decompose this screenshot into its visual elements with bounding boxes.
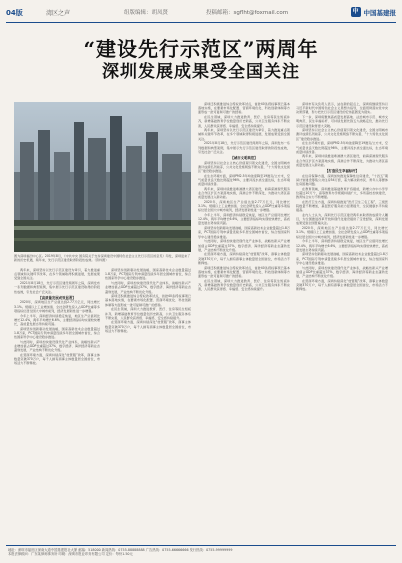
paragraph: 在营商环境方面，深圳持续深化“放管服”改革，商事主体数量突破370万户，每千人拥有商事主体数量居全国首位，市场活力不断释放。 [105, 320, 191, 333]
paragraph: 与此同时，深圳加快建设现代化产业体系，战略性新兴产业增加值占GDP比重超过37%，数字经济、海洋经济等新业态蓬勃发展，产业结构不断优化升级。 [198, 239, 290, 252]
paragraph: 深圳还积极推进综合授权改革试点，首批40条授权事项已基本落地实施，在要素市场化配置、营商环境优化、科技创新体制等方面形成一批可复制可推广的经验。 [105, 294, 191, 307]
headline-line-2: 深圳发展成果受全国关注 [102, 62, 300, 82]
paragraph: 两年来，深圳持续推进粤港澳大湾区建设，前海深港现代服务业合作区扩区方案落地实施，深港合作不断深化，为推动大湾区高质量发展注入新动能。 [296, 154, 388, 167]
paragraph: 在民生领域，深圳大力推进教育、医疗、住房等民生短板补齐，新增基础教育学位数量创历史新高，公共卫生服务体系不断完善，人民群众获得感、幸福感、安全感持续提升。 [198, 115, 290, 128]
page-number: 04版 [6, 9, 23, 17]
paragraph: 深圳坚持创新驱动发展战略，国家高新技术企业数量超过1.8万家，PCT国际专利申请量连续多年居全国城市首位，综合性国家科学中心建设稳步推进。 [296, 252, 388, 265]
paragraph: 与此同时，深圳加快建设现代化产业体系，战略性新兴产业增加值占GDP比重超过37%，数字经济、海洋经济等新业态蓬勃发展，产业结构不断优化升级。 [296, 265, 388, 278]
section-name: 湾区之声 [46, 10, 71, 17]
paragraph: 2021年8月18日，先行示范区建设两周年之际，深圳发布一系列数据和典型案例，集中展示先行示范区建设取得的阶段性成效，引发社会广泛关注。 [14, 281, 100, 294]
paragraph: 在民生领域，深圳大力推进教育、医疗、住房等民生短板补齐，新增基础教育学位数量创历史新高，公共卫生服务体系不断完善，人民群众获得感、幸福感、安全感持续提升。 [198, 278, 290, 292]
paragraph: 2020年，深圳地区生产总值达到2.77万亿元，同比增长3.1%。规模以上工业增加值、全社会研发投入占GDP比重等多项指标位居全国大中城市前列，经济发展韧性进一步增强。 [198, 199, 290, 213]
page-footer [8, 548, 394, 557]
paragraph: 与此同时，深圳加快建设现代化产业体系，战略性新兴产业增加值占GDP比重超过37%，数字经济、海洋经济等新业态蓬勃发展，产业结构不断优化升级。 [14, 339, 100, 353]
subheading: 【高质量发展成效显著】 [38, 295, 76, 300]
header-divider [6, 22, 396, 23]
paragraph: 深圳还积极推进综合授权改革试点，首批40条授权事项已基本落地实施，在要素市场化配置、营商环境优化、科技创新体制等方面形成一批可复制可推广的经验。 [198, 102, 290, 115]
paragraph: 在住房保障方面，深圳加快推进保障性住房建设，“十四五”期间计划建设筹集公共住房54万套，着力解决新市民、青年人等群体住房困难问题。 [296, 173, 388, 187]
page-header [6, 6, 396, 22]
article-column-3 [198, 102, 290, 542]
paragraph: 下一步，深圳将聚焦高质量发展高地、法治城市示范、城市文明典范、民生幸福标杆、可持续发展先锋五大战略定位，推动先行示范区建设取得更大突破。 [296, 115, 388, 128]
footer-line-2: 本报法律顾问：广东某律师事务所 印刷：深圳市报业印务有限公司 定价：每份1.50元 [8, 552, 133, 557]
article-photo [14, 102, 191, 252]
headline-line-1: “建设先行示范区”两周年 [83, 37, 319, 61]
paragraph: 在生态环境方面，深圳PM2.5年均浓度降至19微克/立方米，空气质量优良天数比例超过96%，主要河流水质全面达标，生态环境质量持续改善。 [198, 173, 290, 187]
paragraph: 两年来，深圳坚持以先行示范区建设为牵引，着力推进重点领域和关键环节改革，在多个领域取得积极进展，发展成果受到全国关注。 [14, 268, 100, 281]
footer-line-1: 地址：深圳市福田区深南大道中国基建报社大厦 邮编：518000 新闻热线：0755-88888888 广告热线：0755-66666666 发行热线：0755-99999999 [8, 548, 233, 552]
paragraph: 深圳坚持创新驱动发展战略，国家高新技术企业数量超过1.8万家，PCT国际专利申请量连续多年居全国城市首位，综合性国家科学中心建设稳步推进。 [14, 326, 100, 340]
submission-email: 投稿邮箱：sgflht@foxmail.com [206, 10, 289, 16]
paragraph: 在营商环境方面，深圳持续深化“放管服”改革，商事主体数量突破370万户，每千人拥有商事主体数量居全国首位，市场活力不断释放。 [14, 352, 100, 366]
paragraph: 在营商环境方面，深圳持续深化“放管服”改革，商事主体数量突破370万户，每千人拥有商事主体数量居全国首位，市场活力不断释放。 [296, 278, 388, 292]
subheading: 【打造民生幸福标杆】 [325, 169, 359, 174]
paragraph: 在生态环境方面，深圳PM2.5年均浓度降至19微克/立方米，空气质量优良天数比例超过96%，主要河流水质全面达标，生态环境质量持续改善。 [296, 141, 388, 154]
article-column-2 [105, 268, 191, 542]
footer-divider [6, 545, 396, 546]
paragraph: 深圳市有关负责人表示，站在新的起点上，深圳将继续坚持以习近平新时代中国特色社会主义思想为指导，全面贯彻落实党中央决策部署，努力把先行示范区建设的宏伟蓝图变为现实。 [296, 102, 388, 115]
city-skyline-image [14, 102, 191, 252]
subheading: 【城市文明典范】 [230, 155, 258, 160]
paragraph: 两年来，深圳坚持以先行示范区建设为牵引，着力推进重点领域和关键环节改革，在多个领域取得积极进展，发展成果受到全国关注。 [198, 128, 290, 141]
paragraph: 深圳坚持创新驱动发展战略，国家高新技术企业数量超过1.8万家，PCT国际专利申请量连续多年居全国城市首位，综合性国家科学中心建设稳步推进。 [198, 226, 290, 239]
paragraph: 在医疗卫生方面，深圳持续推进“医疗卫生三名工程”，三级医院数量不断增加，基层医疗服务能力显著提升，全民健康水平持续提高。 [296, 199, 388, 213]
paragraph: 与此同时，深圳加快建设现代化产业体系，战略性新兴产业增加值占GDP比重超过37%，数字经济、海洋经济等新业态蓬勃发展，产业结构不断优化升级。 [105, 281, 191, 294]
headline [20, 38, 382, 83]
paragraph: 今年上半年，深圳经济持续稳定恢复，地区生产总值同比增长12.4%，两年平均增长6.6%，主要经济指标均实现较快增长，高质量发展态势持续巩固。 [198, 213, 290, 226]
paragraph: 2020年，深圳地区生产总值达到2.77万亿元，同比增长3.1%。规模以上工业增加值、全社会研发投入占GDP比重等多项指标位居全国大中城市前列，经济发展韧性进一步增强。 [296, 226, 388, 239]
paragraph: 在民生领域，深圳大力推进教育、医疗、住房等民生短板补齐，新增基础教育学位数量创历史新高，公共卫生服务体系不断完善，人民群众获得感、幸福感、安全感持续提升。 [105, 307, 191, 320]
paragraph: 今年上半年，深圳经济持续稳定恢复，地区生产总值同比增长12.4%，两年平均增长6.6%，主要经济指标均实现较快增长，高质量发展态势持续巩固。 [296, 239, 388, 252]
article-column-4 [296, 102, 388, 542]
paragraph: 2020年，深圳地区生产总值达到2.77万亿元，同比增长3.1%。规模以上工业增加值、全社会研发投入占GDP比重等多项指标位居全国大中城市前列，经济发展韧性进一步增强。 [14, 300, 100, 313]
editor-credit: 组版编辑：胡凤贤 [124, 10, 169, 16]
paragraph: 在教育领域，深圳推进基础教育扩容提质，新增公办中小学学位超过10万个，高等教育办学规模持续扩大，多所高校加快建设，教育综合实力不断增强。 [296, 186, 388, 200]
paragraph: 2021年8月18日，先行示范区建设两周年之际，深圳发布一系列数据和典型案例，集中展示先行示范区建设取得的阶段性成效，引发社会广泛关注。 [198, 141, 290, 154]
paragraph: 深圳坚持以社会主义核心价值观引领文化建设，全国文明城市测评成绩名列前茅，公共文化设施网络不断完善，“十大特色文化街区”建设稳步推进。 [198, 160, 290, 174]
paragraph: 业内人士认为，深圳先行示范区建设两年来取得的成绩令人瞩目，为全国推进改革开放和现代化建设提供了宝贵经验，深圳发展成果受到全国普遍关注。 [296, 213, 388, 226]
paragraph: 两年来，深圳持续推进粤港澳大湾区建设，前海深港现代服务业合作区扩区方案落地实施，深港合作不断深化，为推动大湾区高质量发展注入新动能。 [198, 186, 290, 200]
photo-caption: 图为深圳福田中心区。2019年8月，《中共中央 国务院关于支持深圳建设中国特色社会主义先行示范区的意见》印发，深圳迎来了新的历史机遇，两年来，先行示范区建设取得阶段性成效。（资料图） [14, 254, 191, 263]
paragraph: 深圳坚持以社会主义核心价值观引领文化建设，全国文明城市测评成绩名列前茅，公共文化设施网络不断完善，“十大特色文化街区”建设稳步推进。 [296, 128, 388, 141]
article-column-1 [14, 268, 100, 542]
brand-logo-icon: 中 [352, 8, 359, 15]
paragraph: 深圳坚持创新驱动发展战略，国家高新技术企业数量超过1.8万家，PCT国际专利申请量连续多年居全国城市首位，综合性国家科学中心建设稳步推进。 [105, 268, 191, 281]
paragraph: 今年上半年，深圳经济持续稳定恢复，地区生产总值同比增长12.4%，两年平均增长6.6%，主要经济指标均实现较快增长，高质量发展态势持续巩固。 [14, 313, 100, 326]
paragraph: 深圳还积极推进综合授权改革试点，首批40条授权事项已基本落地实施，在要素市场化配置、营商环境优化、科技创新体制等方面形成一批可复制可推广的经验。 [198, 265, 290, 278]
brand-name: 中国基建报 [363, 8, 396, 17]
paragraph: 在营商环境方面，深圳持续深化“放管服”改革，商事主体数量突破370万户，每千人拥有商事主体数量居全国首位，市场活力不断释放。 [198, 252, 290, 265]
masthead-brand [351, 6, 397, 18]
